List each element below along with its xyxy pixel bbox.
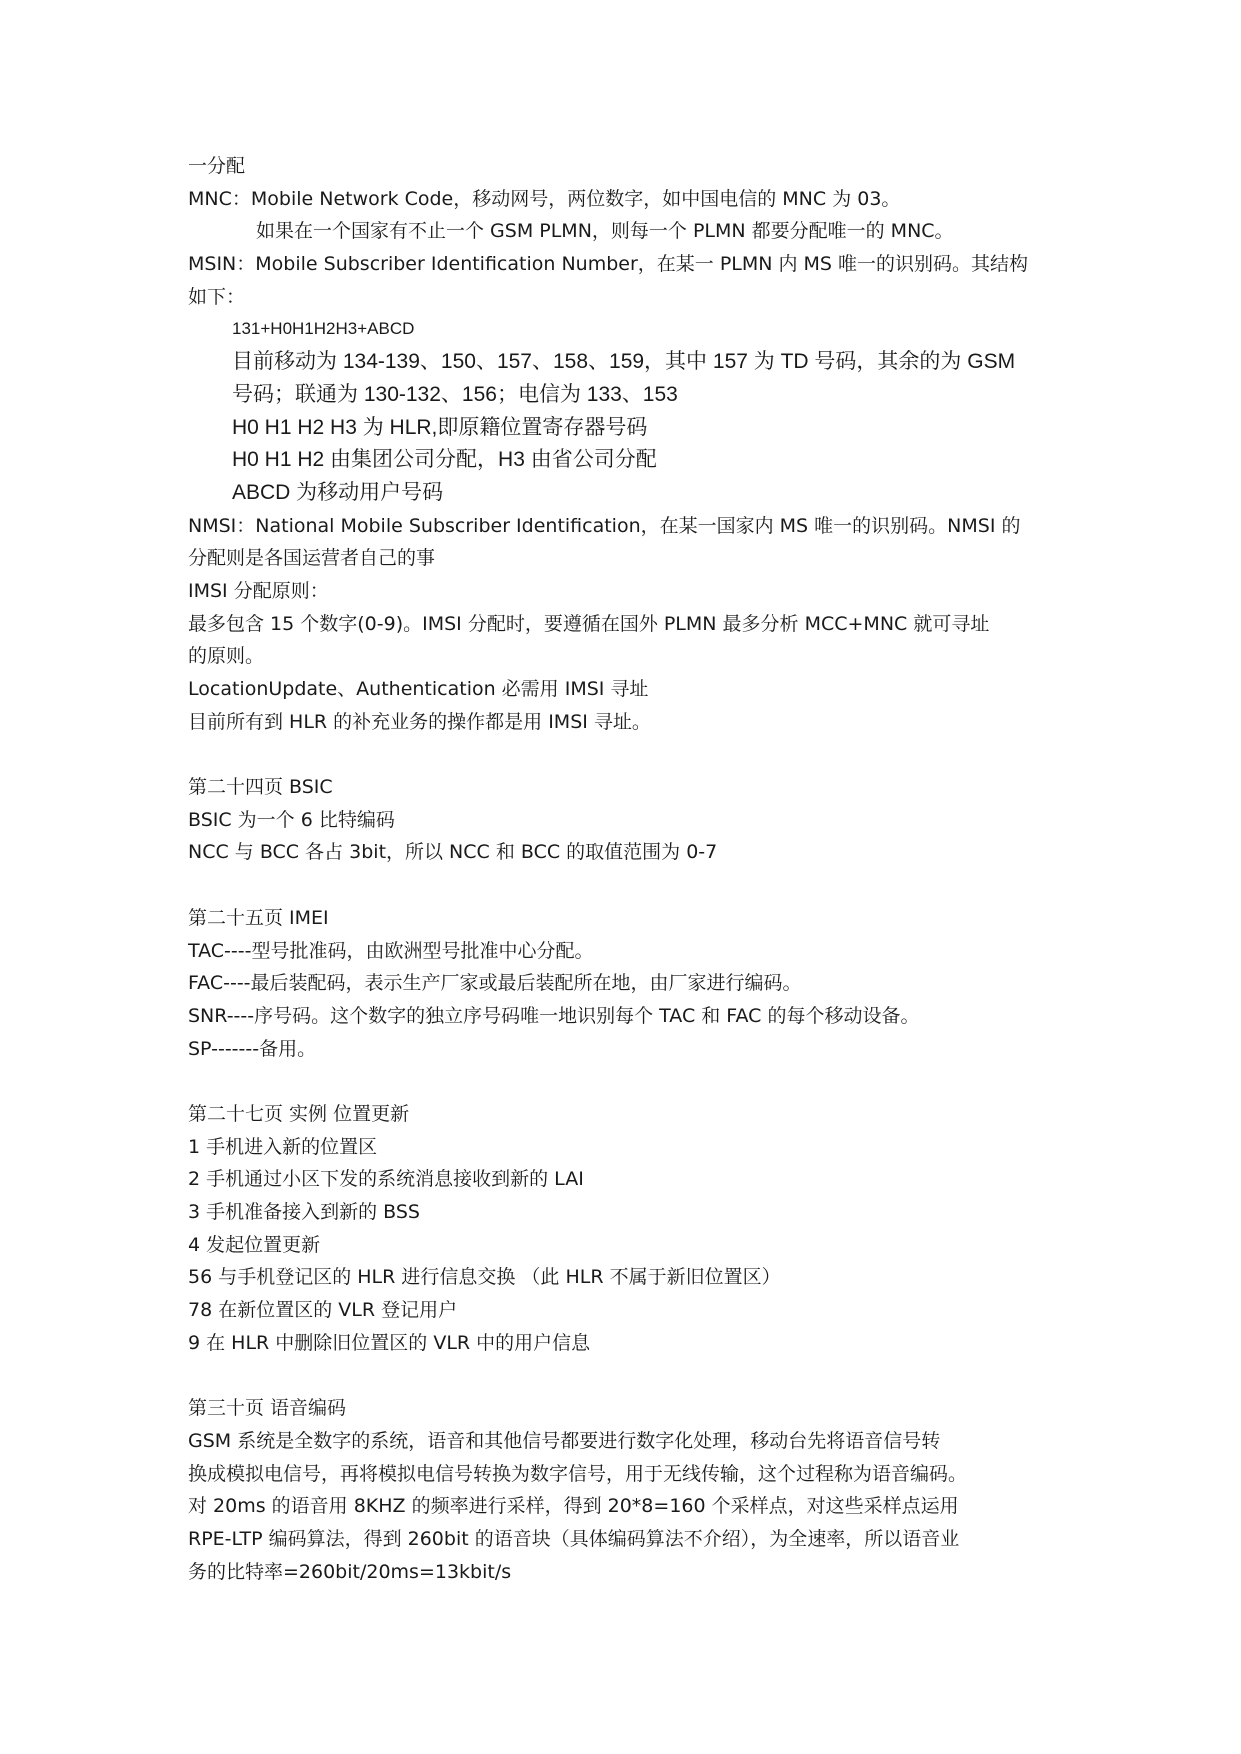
- mnc-definition: MNC：Mobile Network Code，移动网号，两位数字，如中国电信的 MNC 为 03。: [188, 187, 901, 210]
- mnc-note: 如果在一个国家有不止一个 GSM PLMN，则每一个 PLMN 都要分配唯一的 MNC。: [256, 220, 954, 243]
- nmsi-definition-cont: 分配则是各国运营者自己的事: [188, 547, 436, 570]
- imsi-addressing-note: LocationUpdate、Authentication 必需用 IMSI 寻址: [188, 678, 649, 700]
- imei-sp: SP-------备用。: [188, 1037, 317, 1060]
- section-title-allocation: 一分配: [188, 155, 246, 177]
- abcd-note: ABCD 为移动用户号码: [232, 480, 444, 504]
- msin-definition: MSIN：Mobile Subscriber Identification Number，在某一 PLMN 内 MS 唯一的识别码。其结构: [188, 253, 1029, 276]
- carrier-prefixes: 目前移动为 134-139、150、157、158、159，其中 157 为 TD 号码，其余的为 GSM: [232, 350, 1016, 374]
- msin-structure-formula: 131+H0H1H2H3+ABCD: [232, 319, 415, 339]
- section-gap: [188, 869, 1058, 902]
- nmsi-definition: NMSI：National Mobile Subscriber Identification，在某一国家内 MS 唯一的识别码。NMSI 的: [188, 514, 1021, 537]
- section-gap: [188, 1065, 1058, 1098]
- section-title-location-update: 第二十七页 实例 位置更新: [188, 1102, 410, 1125]
- hlr-allocation-note: H0 H1 H2 由集团公司分配，H3 由省公司分配: [232, 448, 657, 472]
- section-gap: [188, 738, 1058, 771]
- bsic-line: BSIC 为一个 6 比特编码: [188, 808, 395, 831]
- speech-coding-paragraph: 对 20ms 的语音用 8KHZ 的频率进行采样，得到 20*8=160 个采样点，对这些采样点运用: [188, 1495, 959, 1518]
- section-title-speech-coding: 第三十页 语音编码: [188, 1397, 347, 1420]
- list-item: 2 手机通过小区下发的系统消息接收到新的 LAI: [188, 1168, 584, 1191]
- hlr-operations-note: 目前所有到 HLR 的补充业务的操作都是用 IMSI 寻址。: [188, 710, 651, 733]
- imei-snr: SNR----序号码。这个数字的独立序号码唯一地识别每个 TAC 和 FAC 的每个移动设备。: [188, 1004, 920, 1027]
- list-item: 56 与手机登记区的 HLR 进行信息交换 （此 HLR 不属于新旧位置区）: [188, 1266, 781, 1289]
- section-title-imei: 第二十五页 IMEI: [188, 906, 329, 929]
- list-item: 9 在 HLR 中删除旧位置区的 VLR 中的用户信息: [188, 1331, 591, 1354]
- list-item: 3 手机准备接入到新的 BSS: [188, 1201, 420, 1223]
- document-page: [188, 150, 1058, 1588]
- speech-coding-paragraph: GSM 系统是全数字的系统，语音和其他信号都要进行数字化处理，移动台先将语音信号转: [188, 1429, 941, 1452]
- list-item: 78 在新位置区的 VLR 登记用户: [188, 1299, 458, 1322]
- list-item: 4 发起位置更新: [188, 1233, 321, 1256]
- msin-definition-cont: 如下：: [188, 285, 246, 308]
- imsi-principle: 最多包含 15 个数字(0-9)。IMSI 分配时，要遵循在国外 PLMN 最多分析 MCC+MNC 就可寻址: [188, 612, 990, 635]
- hlr-digits-note: H0 H1 H2 H3 为 HLR,即原籍位置寄存器号码: [232, 415, 648, 439]
- speech-coding-paragraph: 务的比特率=260bit/20ms=13kbit/s: [188, 1560, 512, 1583]
- carrier-prefixes-cont: 号码；联通为 130-132、156；电信为 133、153: [232, 382, 678, 406]
- list-item: 1 手机进入新的位置区: [188, 1135, 378, 1158]
- speech-coding-paragraph: RPE-LTP 编码算法，得到 260bit 的语音块（具体编码算法不介绍），为全速率，所以语音业: [188, 1527, 960, 1550]
- imsi-principle-title: IMSI 分配原则：: [188, 579, 329, 602]
- ncc-bcc-line: NCC 与 BCC 各占 3bit，所以 NCC 和 BCC 的取值范围为 0-7: [188, 841, 718, 864]
- section-title-bsic: 第二十四页 BSIC: [188, 776, 333, 799]
- imei-fac: FAC----最后装配码，表示生产厂家或最后装配所在地，由厂家进行编码。: [188, 972, 802, 995]
- section-gap: [188, 1359, 1058, 1392]
- imsi-principle-cont: 的原则。: [188, 645, 265, 668]
- imei-tac: TAC----型号批准码，由欧洲型号批准中心分配。: [188, 939, 594, 962]
- speech-coding-paragraph: 换成模拟电信号，再将模拟电信号转换为数字信号，用于无线传输，这个过程称为语音编码。: [188, 1462, 968, 1485]
